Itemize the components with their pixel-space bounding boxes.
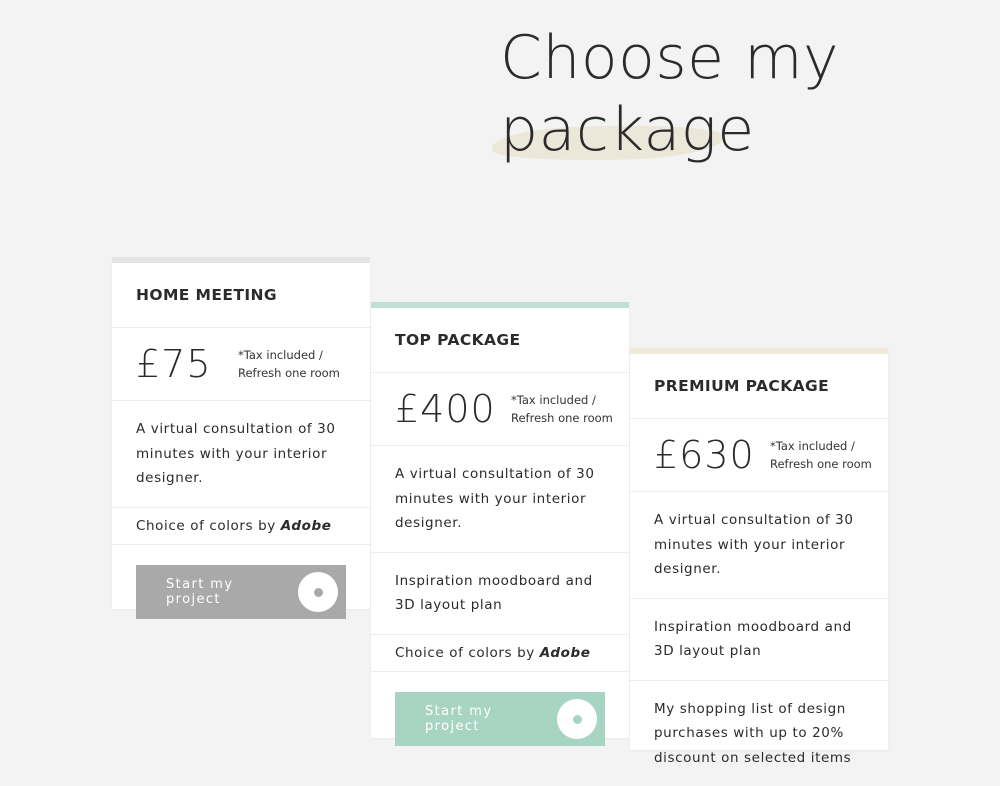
page-title <box>500 22 960 166</box>
price: £400 <box>395 387 511 431</box>
tax-note-line-1: *Tax included / <box>238 346 340 364</box>
price-row <box>112 328 370 401</box>
tax-note-line-2: Refresh one room <box>238 364 340 382</box>
home-meeting-card <box>112 257 370 609</box>
tax-note-line-2: Refresh one room <box>770 455 872 473</box>
tax-note <box>238 346 340 382</box>
feature-item: Inspiration moodboard and 3D layout plan <box>630 599 888 681</box>
feature-item: A virtual consultation of 30 minutes with your interior designer. <box>112 401 370 508</box>
tax-note <box>511 391 613 427</box>
top-package-card <box>371 302 629 738</box>
card-title: TOP PACKAGE <box>371 308 629 373</box>
price: £75 <box>136 342 238 386</box>
feature-colors <box>112 508 370 546</box>
feature-item: My shopping list of design purchases with up to 20% discount on selected items <box>630 681 888 786</box>
adobe-brand: Adobe <box>281 518 332 534</box>
dot-icon <box>573 715 582 724</box>
circle-arrow-icon <box>557 699 597 739</box>
adobe-brand: Adobe <box>540 645 591 661</box>
colors-text: Choice of colors by <box>395 645 535 661</box>
price-row <box>630 419 888 492</box>
tax-note-line-1: *Tax included / <box>770 437 872 455</box>
feature-colors <box>371 635 629 673</box>
page-title-line-2: package <box>500 94 960 166</box>
card-title: PREMIUM PACKAGE <box>630 354 888 419</box>
feature-item: Inspiration moodboard and 3D layout plan <box>371 553 629 635</box>
page-title-line-1: Choose my <box>500 22 960 94</box>
tax-note-line-1: *Tax included / <box>511 391 613 409</box>
start-project-label <box>425 704 535 734</box>
start-project-button[interactable] <box>136 565 346 619</box>
circle-arrow-icon <box>298 572 338 612</box>
feature-item: A virtual consultation of 30 minutes with your interior designer. <box>630 492 888 599</box>
start-project-label-line-1: Start my <box>425 704 535 719</box>
premium-package-card <box>630 348 888 750</box>
price-row <box>371 373 629 446</box>
start-project-label <box>166 577 276 607</box>
feature-item: A virtual consultation of 30 minutes with your interior designer. <box>371 446 629 553</box>
tax-note-line-2: Refresh one room <box>511 409 613 427</box>
colors-text: Choice of colors by <box>136 518 276 534</box>
tax-note <box>770 437 872 473</box>
start-project-label-line-2: project <box>425 719 535 734</box>
dot-icon <box>314 588 323 597</box>
start-project-label-line-2: project <box>166 592 276 607</box>
start-project-button[interactable] <box>395 692 605 746</box>
start-project-label-line-1: Start my <box>166 577 276 592</box>
price: £630 <box>654 433 770 477</box>
card-title: HOME MEETING <box>112 263 370 328</box>
